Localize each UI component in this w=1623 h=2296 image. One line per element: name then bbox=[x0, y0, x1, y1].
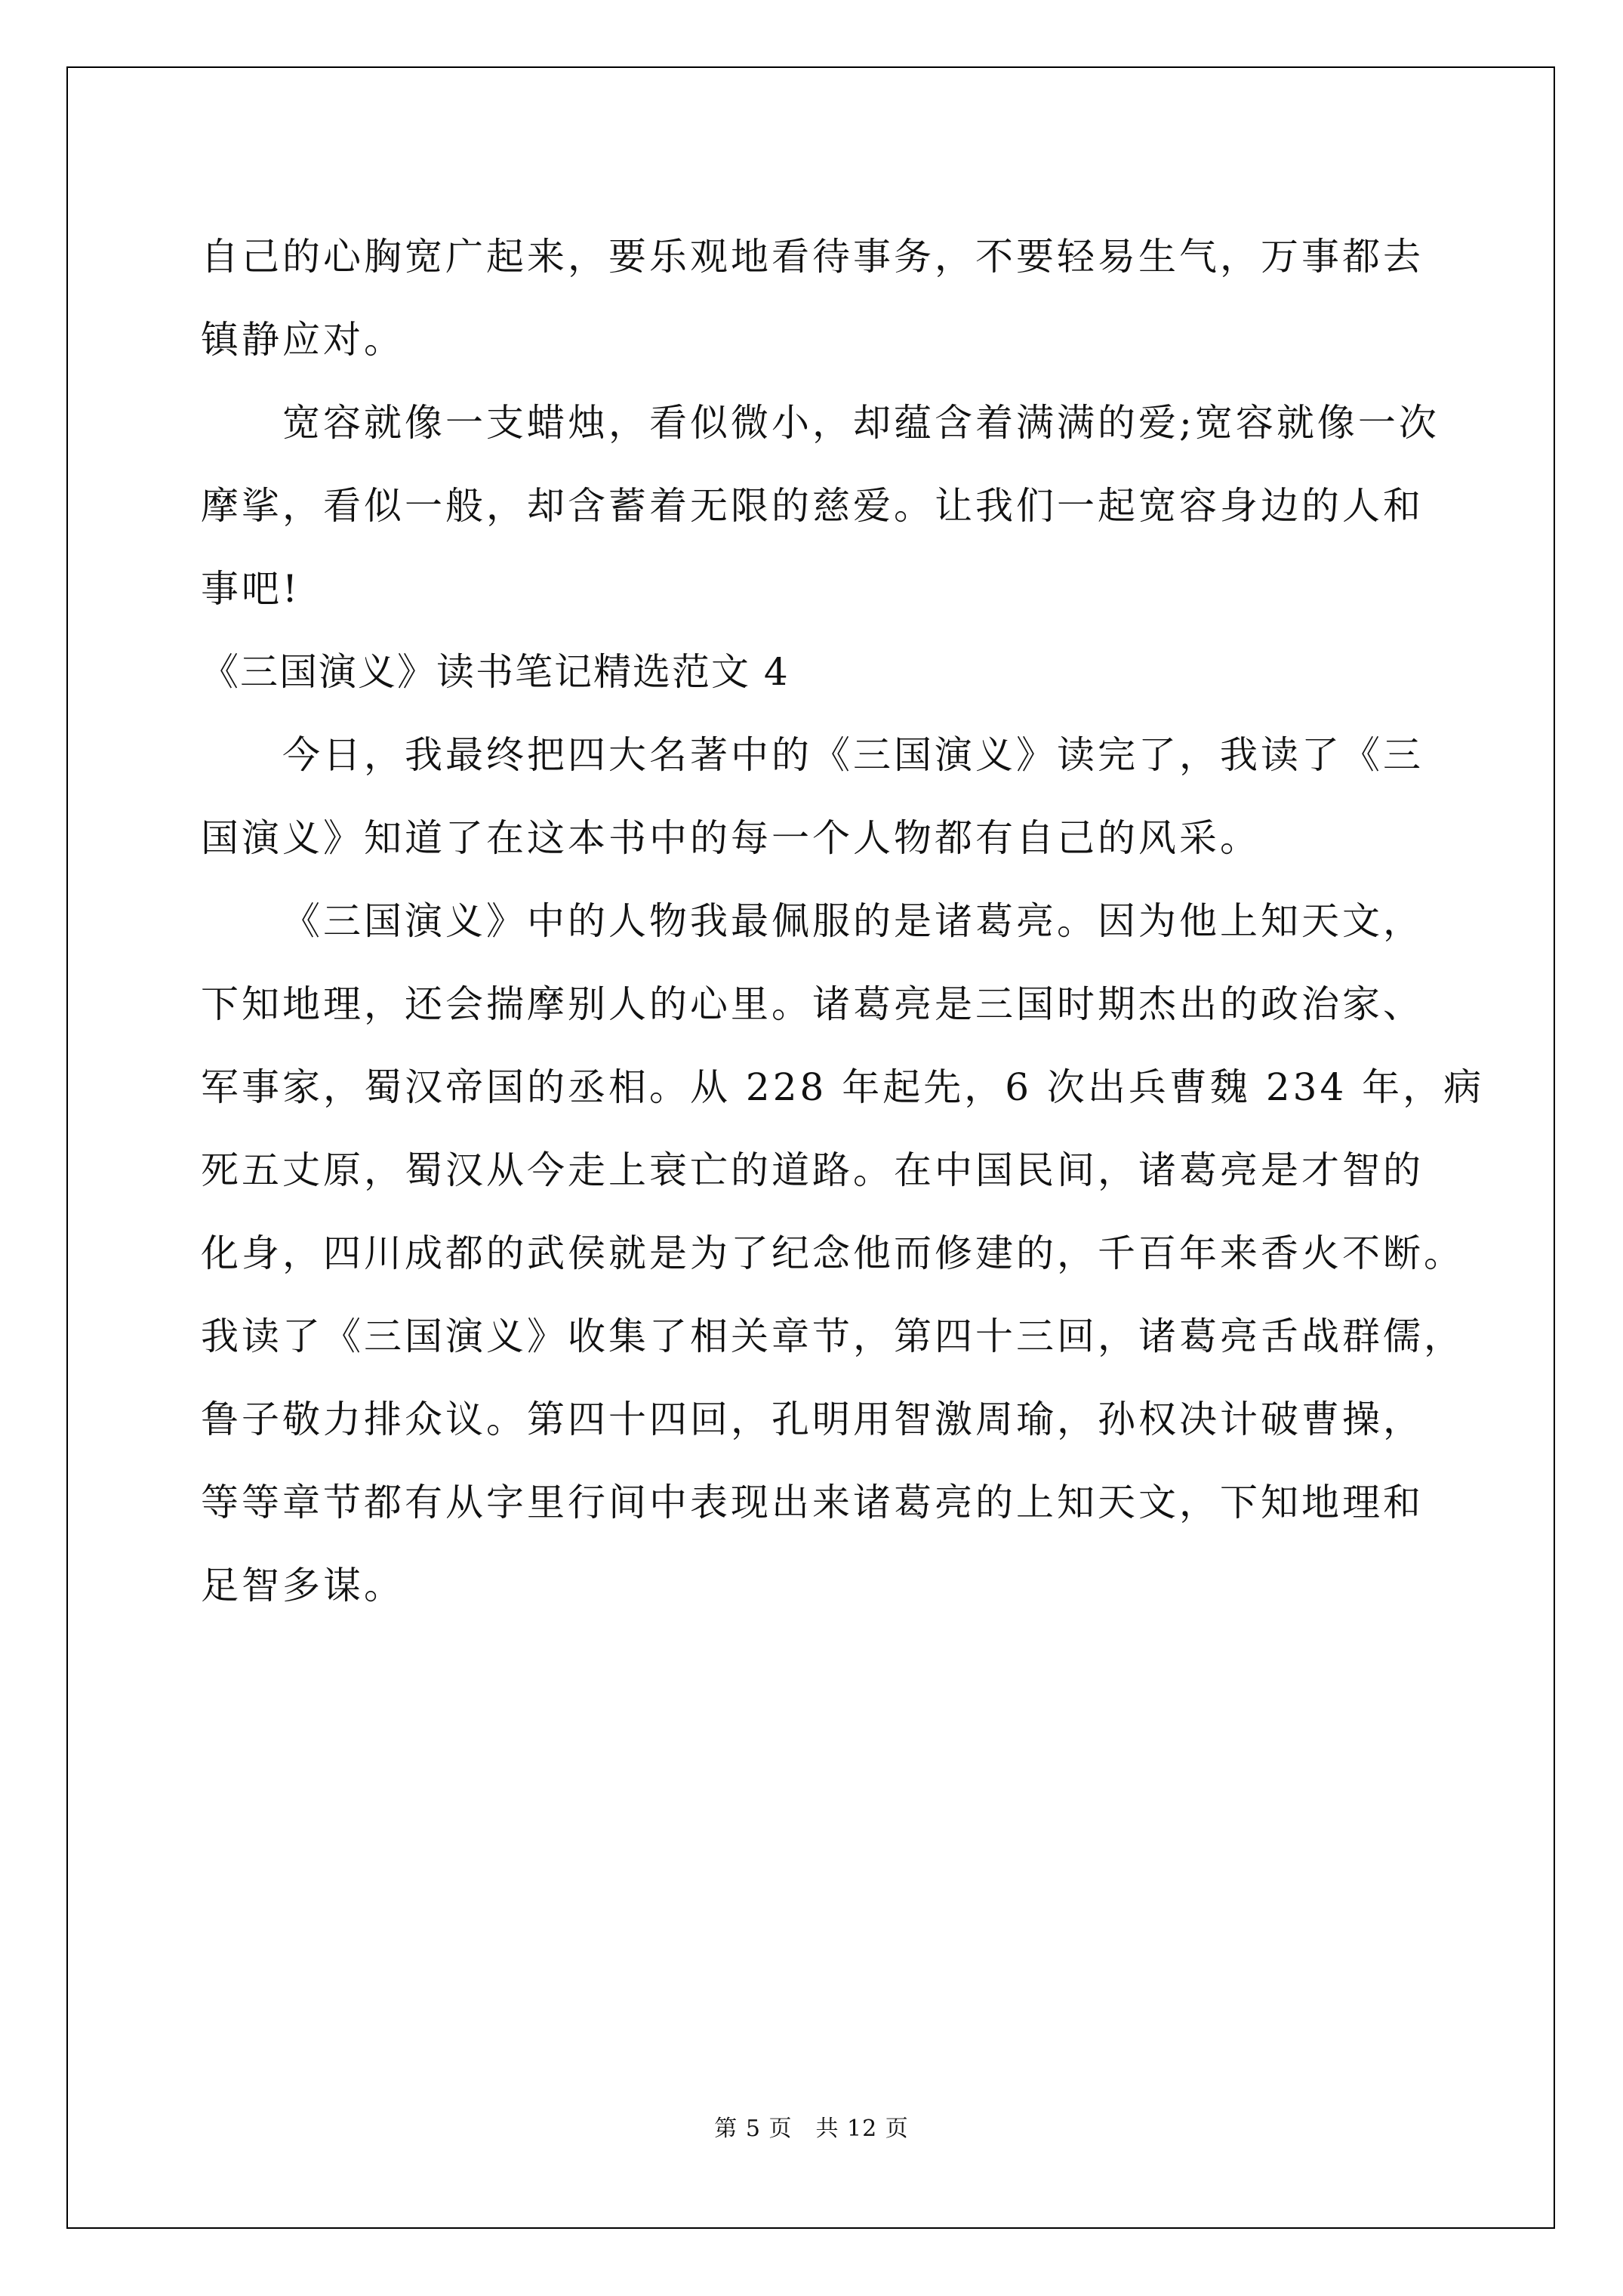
paragraph-line: 化身，四川成都的武侯就是为了纪念他而修建的，千百年来香火不断。 bbox=[201, 1231, 1464, 1275]
paragraph-line: 军事家，蜀汉帝国的丞相。从 228 年起先，6 次出兵曹魏 234 年，病 bbox=[201, 1065, 1485, 1109]
paragraph-line: 今日，我最终把四大名著中的《三国演义》读完了，我读了《三 bbox=[282, 733, 1424, 777]
document-body bbox=[201, 215, 1485, 1627]
paragraph-line: 镇静应对。 bbox=[201, 318, 405, 362]
paragraph-line: 鲁子敬力排众议。第四十四回，孔明用智激周瑜，孙权决计破曹操， bbox=[201, 1398, 1424, 1441]
paragraph-line: 《三国演义》中的人物我最佩服的是诸葛亮。因为他上知天文， bbox=[282, 899, 1424, 943]
paragraph-line: 事吧! bbox=[201, 567, 301, 611]
section-heading: 《三国演义》读书笔记精选范文 4 bbox=[201, 650, 790, 694]
paragraph-line: 等等章节都有从字里行间中表现出来诸葛亮的上知天文，下知地理和 bbox=[201, 1481, 1424, 1524]
paragraph-line: 国演义》知道了在这本书中的每一个人物都有自己的风采。 bbox=[201, 816, 1261, 860]
paragraph-line: 足智多谋。 bbox=[201, 1564, 405, 1607]
paragraph-line: 我读了《三国演义》收集了相关章节，第四十三回，诸葛亮舌战群儒， bbox=[201, 1314, 1464, 1358]
paragraph-line: 自己的心胸宽广起来，要乐观地看待事务，不要轻易生气，万事都去 bbox=[201, 235, 1424, 279]
page-number-footer: 第 5 页 共 12 页 bbox=[714, 2116, 909, 2142]
paragraph-line: 宽容就像一支蜡烛，看似微小，却蕴含着满满的爱;宽容就像一次 bbox=[282, 401, 1440, 445]
paragraph-line: 下知地理，还会揣摩别人的心里。诸葛亮是三国时期杰出的政治家、 bbox=[201, 982, 1424, 1026]
paragraph-line: 死五丈原，蜀汉从今走上衰亡的道路。在中国民间，诸葛亮是才智的 bbox=[201, 1148, 1424, 1192]
paragraph-line: 摩挲，看似一般，却含蓄着无限的慈爱。让我们一起宽容身边的人和 bbox=[201, 484, 1424, 528]
